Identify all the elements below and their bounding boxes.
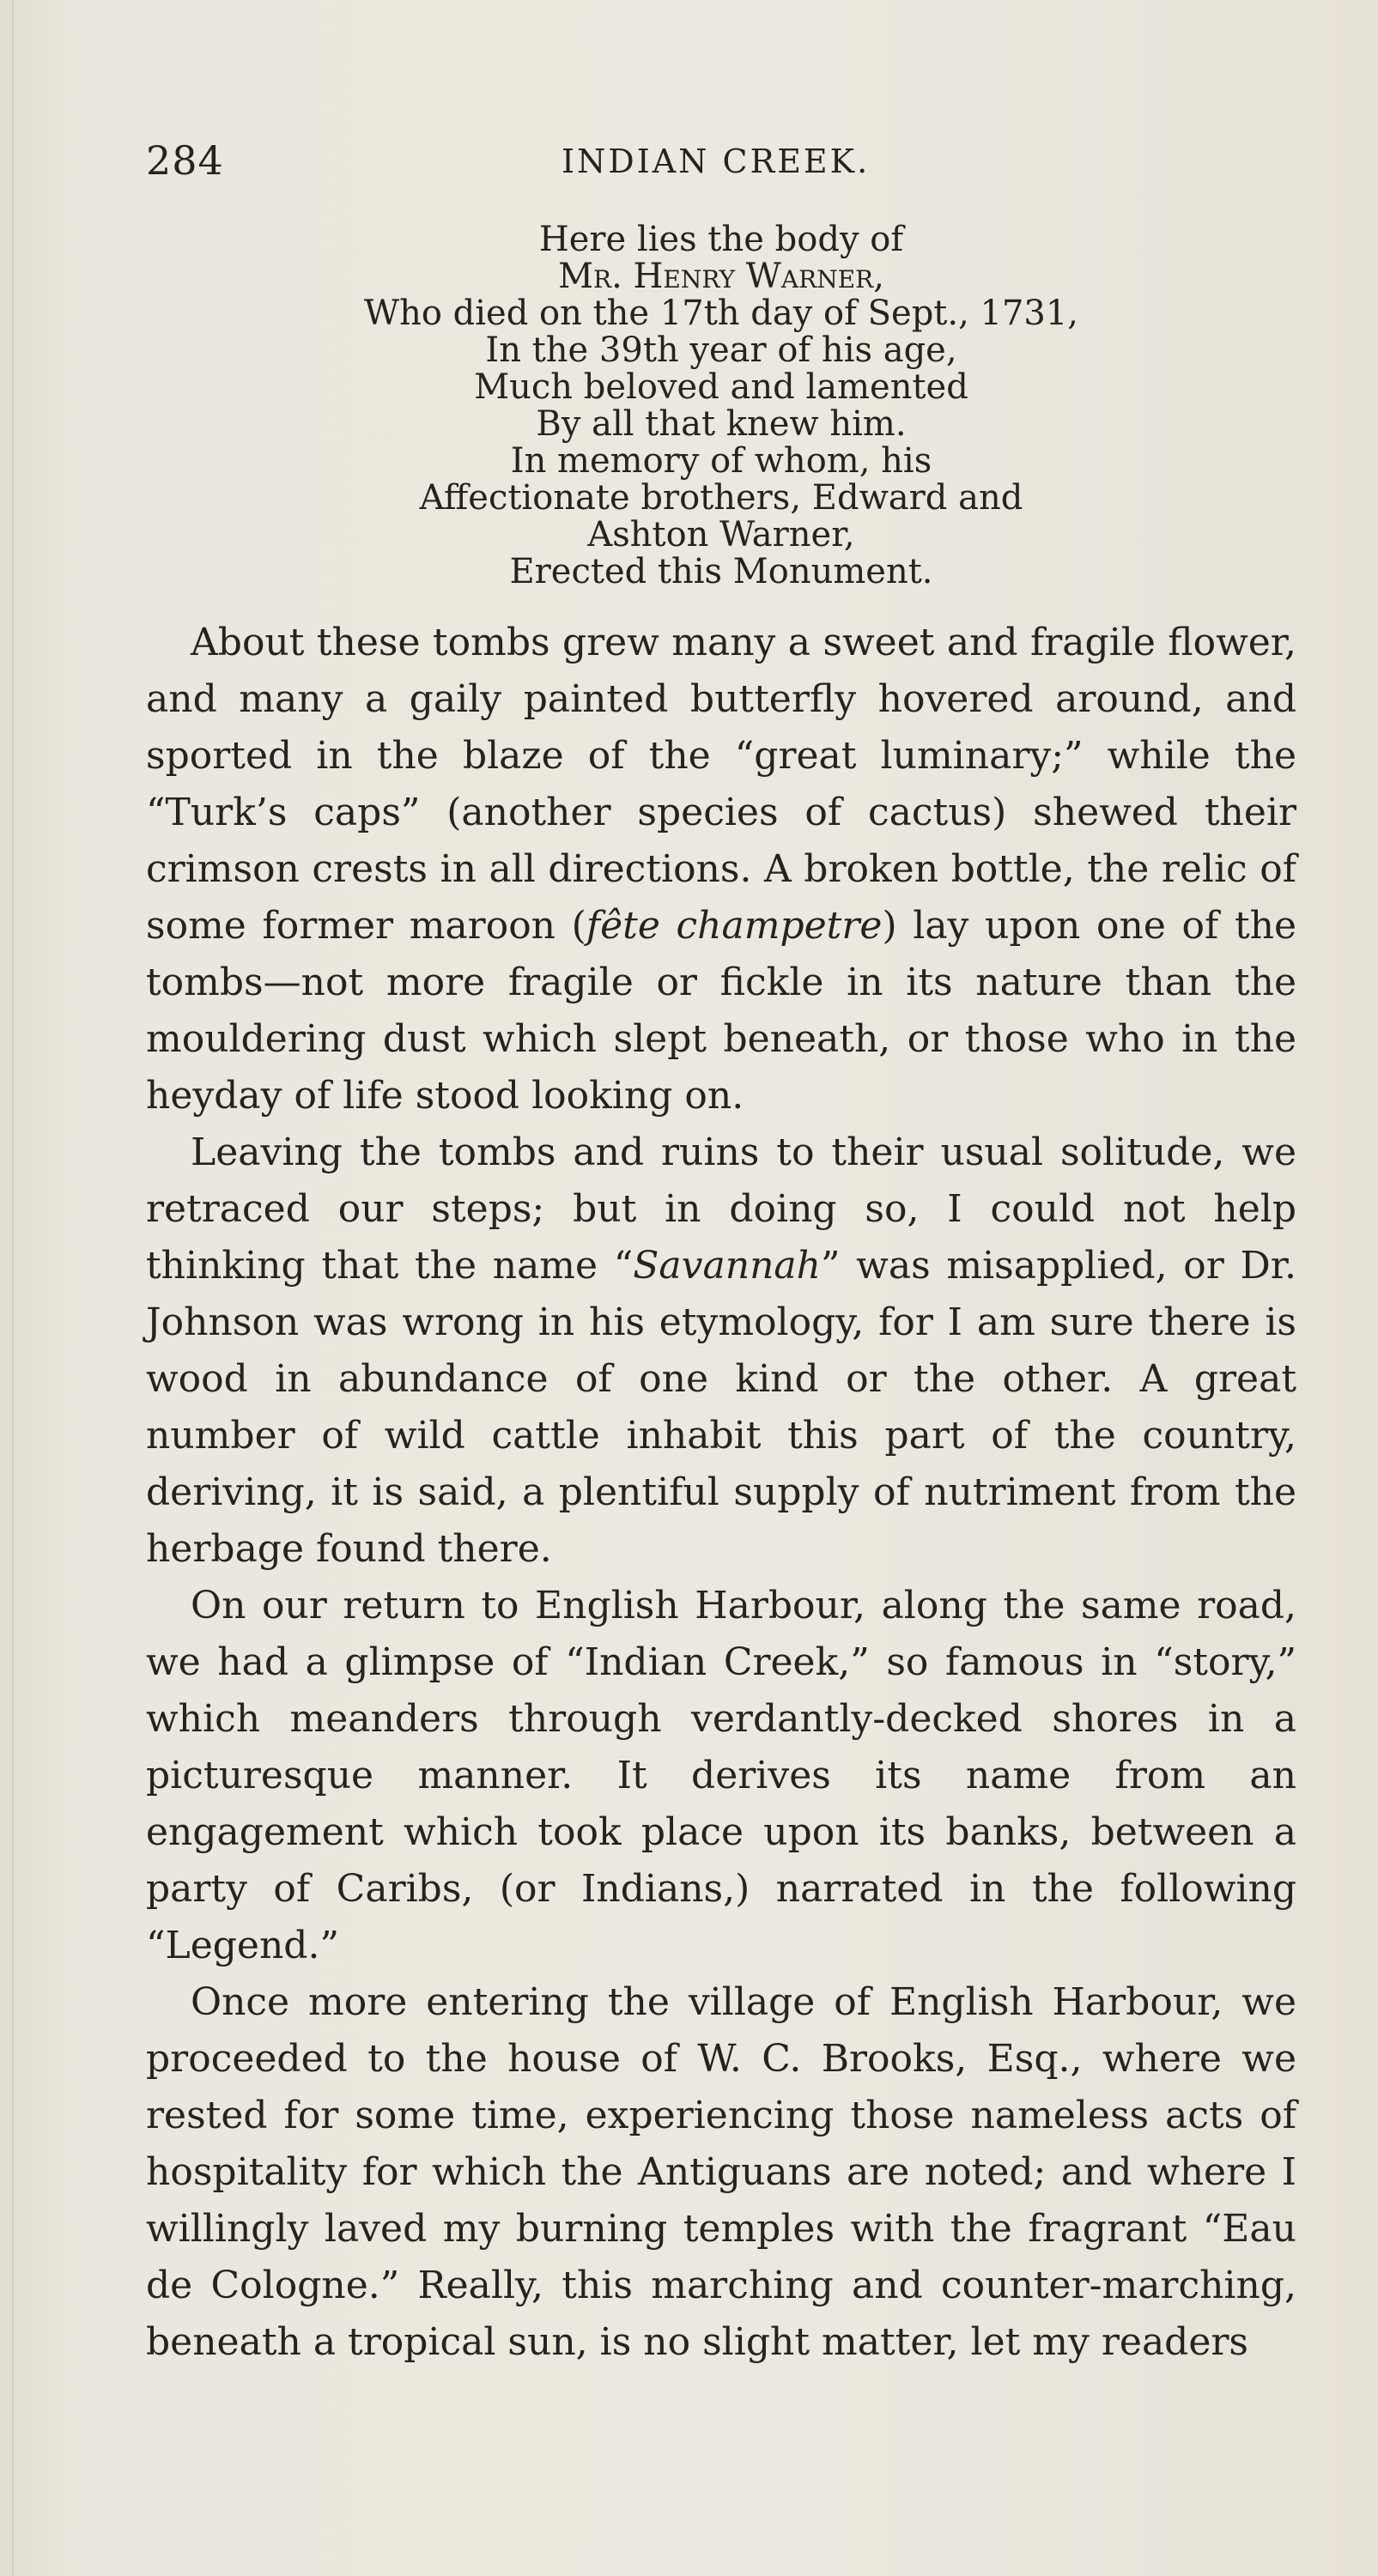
paragraph-indian-creek: On our return to English Harbour, along the same road, we had a glimpse of “Indian Creek,” so famous in “story,” which meanders through verdantly-decked shores in a picturesque manner. It derives its name from an engagement which took place upon its banks, between a party of Caribs, (or Indians,) narrated in the following “Legend.” [146, 1584, 1296, 1967]
body-text [146, 615, 1296, 2371]
paragraph-tombs [146, 615, 1296, 1124]
italic-phrase: Savannah [633, 1244, 821, 1288]
paragraph-savannah [146, 1124, 1296, 1578]
paragraph-text: ) lay upon one of the tombs—not more fragile or fickle in its nature than the mouldering dust which slept beneath, or those who in the heyday of life stood looking on. [146, 904, 1297, 1118]
epitaph-punct: , [873, 257, 884, 296]
epitaph-line: In memory of whom, his [510, 441, 932, 481]
page-number: 284 [146, 137, 224, 184]
epitaph-name: Henry Warner [633, 257, 874, 296]
epitaph-line: Affectionate brothers, Edward and [419, 478, 1023, 518]
italic-phrase: fête champetre [586, 904, 883, 948]
page-gutter [12, 0, 14, 2576]
epitaph-line [146, 258, 1296, 295]
epitaph-line: In the 39th year of his age, [485, 330, 957, 370]
epitaph-title: Mr. [558, 257, 634, 296]
epitaph-line: Ashton Warner, [587, 515, 855, 555]
paragraph-text: ” was misapplied, or Dr. Johnson was wrong in his etymology, for I am sure there is wood in abundance of one kind or the other. A great number of wild cattle inhabit this part of the country, deriving, it is said, a plentiful supply of nutriment from the herbage found there. [146, 1244, 1296, 1571]
paragraph-english-harbour: Once more entering the village of English Harbour, we proceeded to the house of W. C. Brooks, Esq., where we rested for some time, experiencing those nameless acts of hospitality for which the Antiguans are noted; and where I willingly laved my burning temples with the fragrant “Eau de Cologne.” Really, this marching and counter-marching, beneath a tropical sun, is no slight matter, let my readers [146, 1980, 1296, 2364]
paragraph-text: Leaving the tombs and ruins to their usual solitude, we retraced our steps; but in doing so, I could not help thinking that the name “ [146, 1130, 1296, 1288]
epitaph-inscription [146, 221, 1296, 591]
page-header [146, 137, 1296, 189]
paragraph-text: About these tombs grew many a sweet and fragile flower, and many a gaily painted butterfly hovered around, and sported in the blaze of the “great luminary;” while the “Turk’s caps” (another species of cactus) shewed their crimson crests in all directions. A broken bottle, the relic of some former maroon ( [146, 621, 1296, 948]
running-head: INDIAN CREEK. [562, 142, 871, 180]
epitaph-line: Erected this Monument. [509, 552, 933, 591]
epitaph-line: Here lies the body of [538, 220, 904, 259]
epitaph-line: Much beloved and lamented [474, 367, 968, 407]
epitaph-line: By all that knew him. [536, 404, 907, 444]
epitaph-line: Who died on the 17th day of Sept., 1731, [363, 294, 1079, 333]
